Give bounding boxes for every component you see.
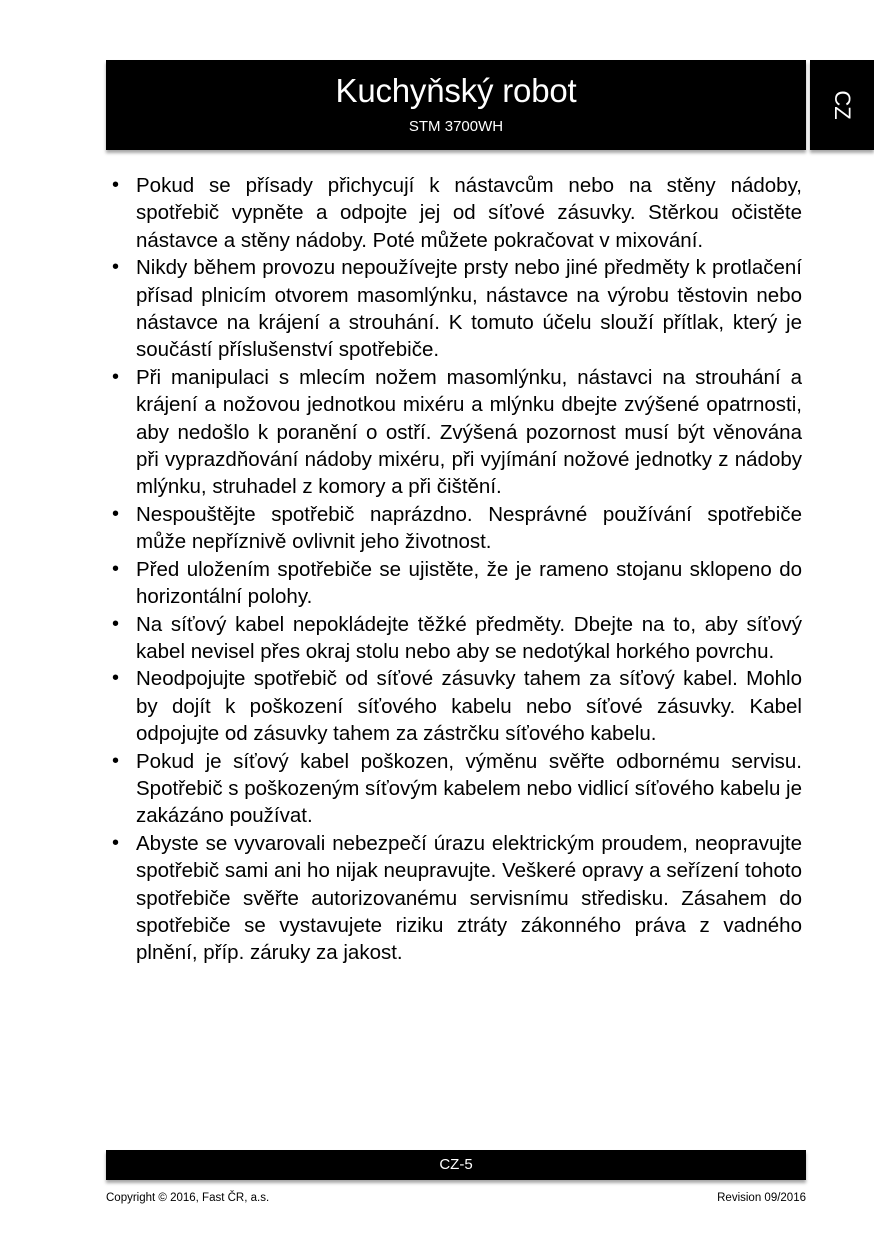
model-number: STM 3700WH (408, 118, 504, 135)
bullet-list (106, 172, 802, 967)
footer-bar (106, 1150, 806, 1180)
list-item (106, 748, 802, 830)
page-number: CZ-5 (439, 1156, 473, 1173)
list-item-text: Před uložením spotřebiče se ujistěte, že je rameno stojanu sklopeno do horizontální polohy. (136, 557, 802, 609)
safety-instructions (106, 172, 802, 967)
list-item (106, 254, 802, 364)
language-tab (810, 60, 874, 150)
bullet-icon: • (112, 502, 120, 525)
list-item (106, 611, 802, 666)
bullet-icon: • (112, 256, 120, 279)
bullet-icon: • (112, 831, 120, 854)
list-item-text: Neodpojujte spotřebič od síťové zásuvky tahem za síťový kabel. Mohlo by dojít k poškození síťového kabelu nebo síťové zásuvky. Kabel odpojujte od zásuvky tahem za zástrčku síťového kabelu. (136, 667, 802, 746)
list-item (106, 501, 802, 556)
list-item (106, 665, 802, 747)
bullet-icon: • (112, 174, 120, 196)
bullet-icon: • (112, 557, 120, 580)
revision-text: Revision 09/2016 (717, 1192, 806, 1204)
list-item-text: Pokud se přísady přichycují k nástavcům nebo na stěny nádoby, spotřebič vypněte a odpojte jej od síťové zásuvky. Stěrkou očistěte nástavce a stěny nádoby. Poté můžete pokračovat v mixování. (136, 174, 802, 252)
list-item-text: Na síťový kabel nepokládejte těžké předměty. Dbejte na to, aby síťový kabel nevisel přes okraj stolu nebo aby se nedotýkal horkého povrchu. (136, 612, 802, 663)
list-item-text: Nikdy během provozu nepoužívejte prsty nebo jiné předměty k protlačení přísad plnicím otvorem masomlýnku, nástavce na výrobu těstovin nebo nástavce na krájení a strouhání. K tomuto účelu slouží přítlak, který je součástí příslušenství spotřebiče. (136, 256, 802, 362)
bullet-icon: • (112, 365, 120, 388)
list-item-text: Abyste se vyvarovali nebezpečí úrazu elektrickým proudem, neopravujte spotřebič sami ani ho nijak neupravujte. Veškeré opravy a seřízení tohoto spotřebiče svěřte autorizovanému servisnímu středisku. Zásahem do spotřebiče se vystavujete riziku ztráty zákonného práva z vadného plnění, příp. záruky za jakost. (136, 831, 802, 965)
list-item (106, 830, 802, 967)
bullet-icon: • (112, 667, 120, 690)
list-item (106, 172, 802, 254)
list-item (106, 364, 802, 501)
bullet-icon: • (112, 612, 120, 635)
list-item-text: Nespouštějte spotřebič naprázdno. Nesprávné používání spotřebiče může nepříznivě ovlivnit jeho životnost. (136, 502, 802, 554)
list-item-text: Pokud je síťový kabel poškozen, výměnu svěřte odbornému servisu. Spotřebič s poškozeným síťovým kabelem nebo vidlicí síťového kabelu je zakázáno používat. (136, 749, 803, 828)
bullet-icon: • (112, 749, 120, 772)
header-bar (106, 60, 806, 150)
list-item (106, 556, 802, 611)
copyright-text: Copyright © 2016, Fast ČR, a.s. (106, 1192, 270, 1204)
page-title: Kuchyňský robot (335, 72, 577, 109)
language-tab-label: CZ (830, 90, 855, 120)
list-item-text: Při manipulaci s mlecím nožem masomlýnku, nástavci na strouhání a krájení a nožovou jednotkou mixéru a mlýnku dbejte zvýšené opatrnosti, aby nedošlo k poranění o ostří. Zvýšená pozornost musí být věnována při vyprazdňování nádoby mixéru, při vyjímání nožové jednotky z nádoby mlýnku, struhadel z komory a při čištění. (136, 365, 802, 499)
